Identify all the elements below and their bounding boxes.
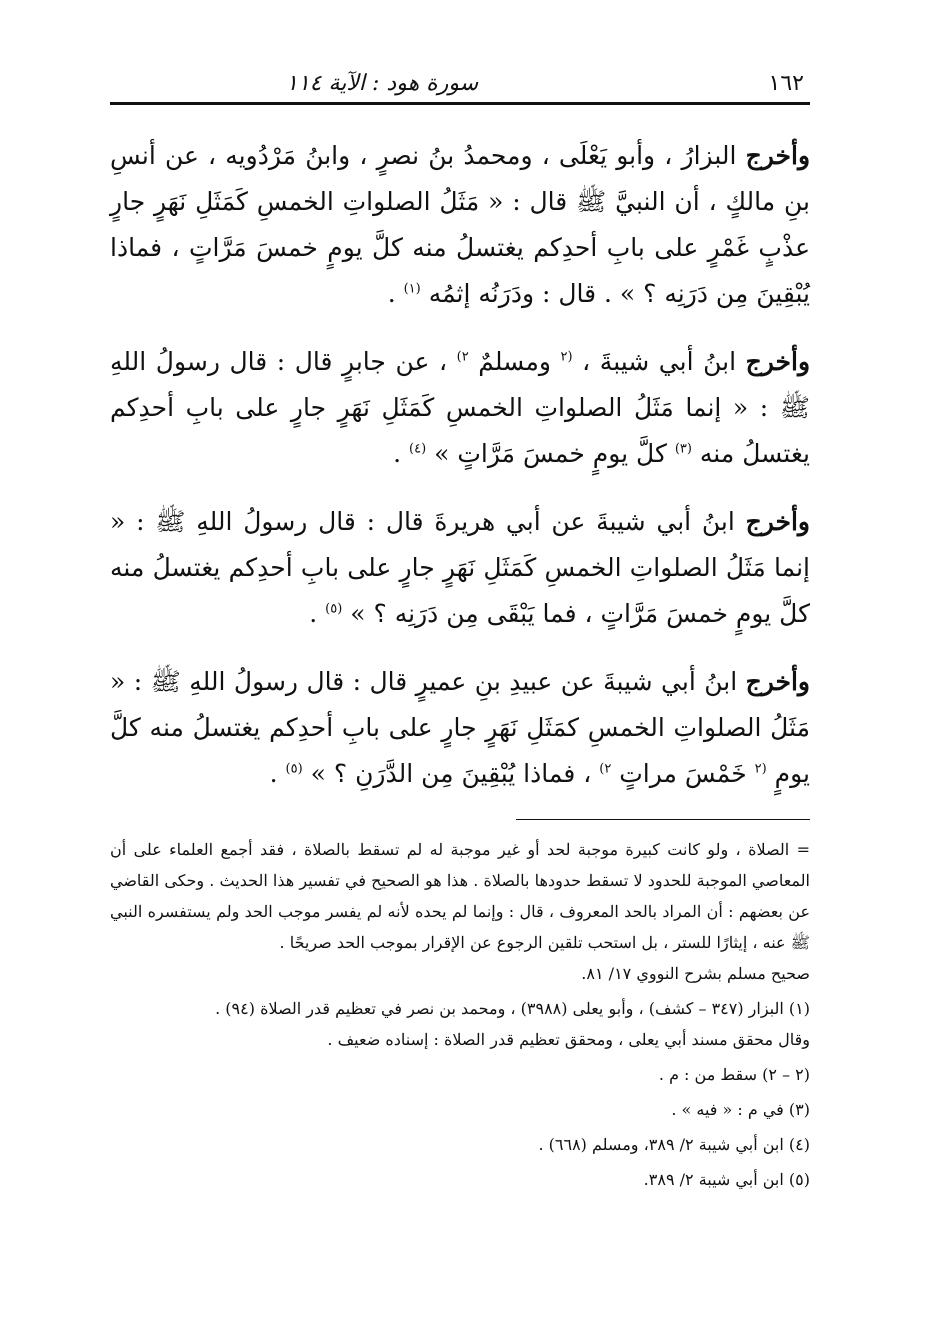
page xyxy=(110,52,810,1195)
paragraph-lead: وأخرج xyxy=(745,667,810,696)
footnote-ref: (٢ xyxy=(560,349,573,365)
paragraph-lead: وأخرج xyxy=(745,141,811,170)
footnote-1: (١) البزار (٣٤٧ – كشف) ، وأبو يعلى (٣٩٨٨) ، ومحمد بن نصر في تعظيم قدر الصلاة (٩٤) . xyxy=(215,999,810,1018)
paragraph-text: ومسلمٌ xyxy=(478,347,551,376)
footnote-ref: (٣) xyxy=(674,441,692,457)
footnote-continued: = الصلاة ، ولو كانت كبيرة موجبة لحد أو غير موجبة له لم تسقط بالصلاة ، فقد أجمع العلماء على أن المعاصي الموجبة للحدود لا تسقط حدودها بالصلاة . هذا هو الصحيح في تفسير هذا الحديث . وحكى القاضي عن بعضهم : أن المراد بالحد المعروف ، قال : وإنما لم يحده لأنه لم يفسر موجب الحد ولم يستفسره النبي ﷺ عنه ، إيثارًا للستر ، بل استحب تلقين الرجوع عن الإقرار بموجب الحد صريحًا . xyxy=(110,840,810,952)
running-title: سورة هود : الآية ١١٤ xyxy=(286,71,479,96)
paragraph-text: ابنُ أبي شيبةَ عن عبيدِ بنِ عميرٍ قال : قال رسولُ اللهِ ﷺ : « مَثَلُ الصلواتِ الخمسِ كمَثَلِ نَهَرٍ جارٍ على بابِ أحدِكم يغتسلُ منه كلَّ يومٍ xyxy=(110,667,810,788)
footnote-ref: (٤) xyxy=(409,441,427,457)
main-text xyxy=(110,133,810,797)
paragraph-text: خَمْسَ مراتٍ xyxy=(619,759,747,788)
paragraph-tail: . xyxy=(393,439,402,468)
page-number: ١٦٢ xyxy=(768,71,804,96)
footnote-ref: (٥) xyxy=(325,601,343,617)
paragraph-4 xyxy=(110,659,810,797)
paragraph-2 xyxy=(110,339,810,477)
footnote-1-sub: وقال محقق مسند أبي يعلى ، ومحقق تعظيم قدر الصلاة : إسناده ضعيف . xyxy=(327,1030,810,1049)
footnote-3: (٣) في م : « فيه » . xyxy=(671,1100,810,1119)
paragraph-text: البزارُ ، وأبو يَعْلَى ، ومحمدُ بنُ نصرٍ ، وابنُ مَرْدُويه ، عن أنسِ بنِ مالكٍ ، أن النبيَّ ﷺ قال : « مَثَلُ الصلواتِ الخمسِ كَمَثَلِ نَهَرٍ جارٍ عذْبٍ غَمْرٍ على بابِ أحدِكم يغتسلُ منه كلَّ يومٍ خمسَ مَرَّاتٍ ، فماذا يُبْقِينَ مِن دَرَنِه ؟ » . قال : ودَرَنُه إثمُه xyxy=(110,141,810,308)
footnote-2: (٢ – ٢) سقط من : م . xyxy=(658,1065,810,1084)
paragraph-1 xyxy=(110,133,810,317)
footnote-ref: (٢ xyxy=(754,761,767,777)
paragraph-3 xyxy=(110,499,810,637)
footnote-ref: (٥) xyxy=(285,761,303,777)
page-header xyxy=(110,52,810,96)
footnote-rule xyxy=(516,819,810,820)
paragraph-tail: . xyxy=(309,599,318,628)
paragraph-tail: . xyxy=(387,279,396,308)
header-rule xyxy=(110,102,810,105)
footnote-ref: (١) xyxy=(403,281,421,297)
footnote-ref: ٢) xyxy=(599,761,612,777)
footnote-4: (٤) ابن أبي شيبة ٢/ ٣٨٩، ومسلم (٦٦٨) . xyxy=(538,1135,810,1154)
footnote-5: (٥) ابن أبي شيبة ٢/ ٣٨٩. xyxy=(643,1170,810,1189)
paragraph-text: ، فماذا يُبْقِينَ مِن الدَّرَنِ ؟ » xyxy=(310,759,592,788)
paragraph-tail: . xyxy=(269,759,278,788)
footnote-continued-source: صحيح مسلم بشرح النووي ١٧/ ٨١. xyxy=(581,964,810,983)
footnote-ref: ٢) xyxy=(456,349,469,365)
paragraph-text: ، عن جابرٍ قال : قال رسولُ اللهِ ﷺ : « إنما مَثَلُ الصلواتِ الخمسِ كَمَثَلِ نَهَرٍ جارٍ على بابِ أحدِكم يغتسلُ منه xyxy=(110,347,810,468)
footnotes xyxy=(110,834,810,1195)
paragraph-text: كلَّ يومٍ خمسَ مَرَّاتٍ » xyxy=(434,439,667,468)
paragraph-text: ابنُ أبي شيبةَ عن أبي هريرةَ قال : قال رسولُ اللهِ ﷺ : « إنما مَثَلُ الصلواتِ الخمسِ كَمَثَلِ نَهَرٍ جارٍ على بابِ أحدِكم يغتسلُ منه كلَّ يومٍ خمسَ مَرَّاتٍ ، فما يَبْقَى مِن دَرَنِه ؟ » xyxy=(110,507,810,628)
paragraph-text: ابنُ أبي شيبةَ ، xyxy=(582,347,737,376)
paragraph-lead: وأخرج xyxy=(745,347,811,376)
paragraph-lead: وأخرج xyxy=(745,507,810,536)
